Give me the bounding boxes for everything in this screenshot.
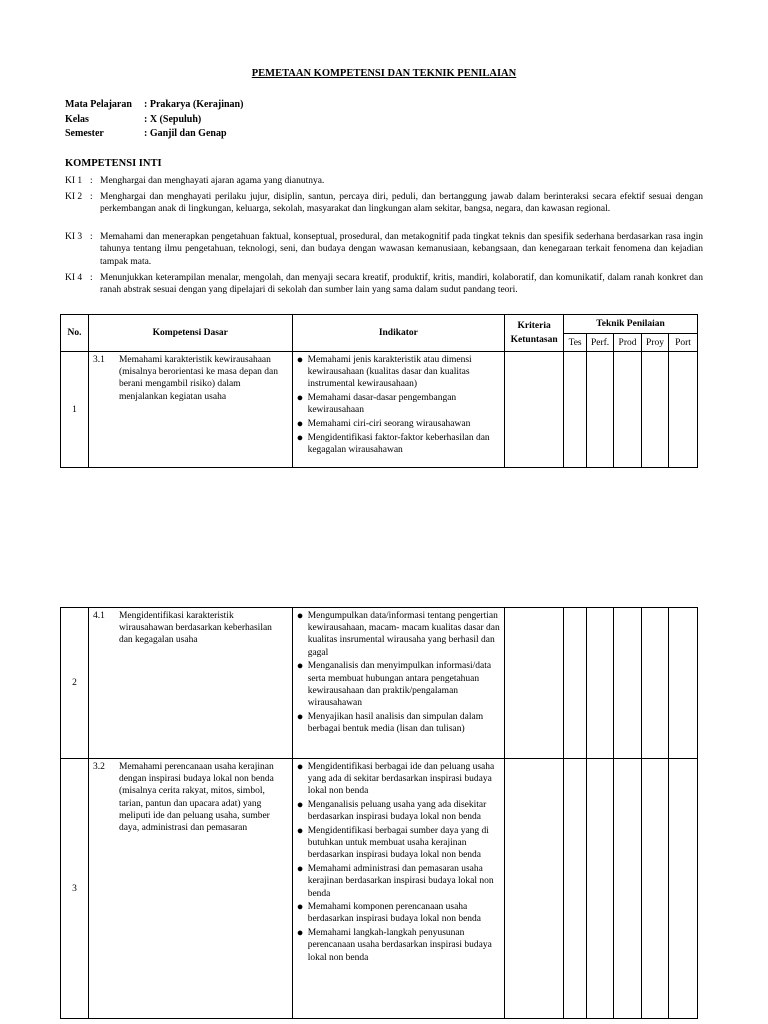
list-item: ● Mengidentifikasi berbagai sumber daya yang di butuhkan untuk membuat usaha kerajinan berdasarkan inspirasi budaya lokal non benda <box>296 825 489 861</box>
document-title: PEMETAAN KOMPETENSI DAN TEKNIK PENILAIAN <box>251 68 517 79</box>
bullet-icon: ● <box>296 660 304 673</box>
ki-item-3: KI 3 : Memahami dan menerapkan pengetahuan faktual, konseptual, prosedural, dan metakognitif pada tingkat teknis dan spesifik sederhana berdasarkan rasa ingin tahunya tentang ilmu pengetahuan, teknologi, seni, dan budaya dengan wawasan kemanusiaan, kebangsaan, dan kenegaraan terkait fenomena dan kejadian tampak mata. <box>65 232 703 267</box>
header-no: No. <box>61 315 89 352</box>
bullet-icon: ● <box>296 825 304 838</box>
table-row <box>61 352 698 468</box>
list-item: ● Memahami dasar-dasar pengembangan kewirausahaan <box>296 392 457 416</box>
kd-number: 3.1 <box>92 355 105 365</box>
kd-cell <box>88 352 292 468</box>
ki-code: KI 3 <box>65 232 83 242</box>
ki-item-2: KI 2 : Menghargai dan menghayati perilaku jujur, disiplin, santun, percaya diri, peduli, dan bertanggung jawab dalam berinteraksi secara efektif sesuai dengan perkembangan anak di lingkungan, keluarga, sekolah, masyarakat dan lingkungan alam sekitar, bangsa, negara, dan kawasan regional. <box>65 192 703 215</box>
meta-row-class <box>65 113 243 128</box>
indikator-cell <box>292 352 505 468</box>
kd-text: Memahami karakteristik kewirausahaan (misalnya berorientasi ke masa depan dan berani mengambil risiko) dalam menjalankan kegiatan usaha <box>118 355 279 402</box>
row-number: 2 <box>61 608 89 759</box>
prod-cell[interactable] <box>614 608 642 759</box>
port-cell[interactable] <box>668 352 697 468</box>
kd-cell <box>88 759 292 1019</box>
kriteria-cell[interactable] <box>505 352 564 468</box>
header-tes: Tes <box>564 334 587 352</box>
bullet-icon: ● <box>296 761 304 773</box>
ki-item-1: KI 1 : Menghargai dan menghayati ajaran agama yang dianutnya. <box>65 175 703 187</box>
list-item: ● Memahami komponen perencanaan usaha berdasarkan inspirasi budaya lokal non benda <box>296 901 482 925</box>
bullet-icon: ● <box>296 431 304 444</box>
list-item: ● Memahami ciri-ciri seorang wirausahawan <box>296 418 471 431</box>
proy-cell[interactable] <box>642 608 669 759</box>
meta-label: Semester <box>65 128 104 139</box>
port-cell[interactable] <box>669 608 698 759</box>
header-port: Port <box>668 334 697 352</box>
meta-row-semester <box>65 127 243 142</box>
list-item: ● Memahami administrasi dan pemasaran usaha kerajinan berdasarkan inspirasi budaya lokal non benda <box>296 863 494 899</box>
perf-cell[interactable] <box>587 759 614 1019</box>
kriteria-cell[interactable] <box>505 759 564 1019</box>
indikator-cell <box>292 608 505 759</box>
kriteria-cell[interactable] <box>505 608 564 759</box>
perf-cell[interactable] <box>587 608 614 759</box>
meta-label: Mata Pelajaran <box>65 99 132 110</box>
prod-cell[interactable] <box>614 759 642 1019</box>
proy-cell[interactable] <box>642 759 669 1019</box>
meta-value: : X (Sepuluh) <box>144 113 202 125</box>
ki-text: Menunjukkan keterampilan menalar, mengolah, dan menyaji secara kreatif, produktif, kritis, mandiri, kolaboratif, dan komunikatif, dalam ranah konkret dan ranah abstrak sesuai dengan yang dipelajari di sekolah dan sumber lain yang sama dalam sudut pandang teori. <box>100 273 703 296</box>
header-kriteria-line2: Ketuntasan <box>510 335 558 345</box>
kd-text: Mengidentifikasi karakteristik wirausahawan berdasarkan keberhasilan dan kegagalan usaha <box>118 611 272 646</box>
perf-cell[interactable] <box>587 352 614 468</box>
header-indikator: Indikator <box>292 315 505 352</box>
kd-text: Memahami perencanaan usaha kerajinan dengan inspirasi budaya lokal non benda (misalnya cerita rakyat, mitos, simbol, tarian, pantun dan upacara adat) yang meliputi ide dan peluang usaha, sumber daya, administrasi dan pemasaran <box>118 762 274 834</box>
bullet-icon: ● <box>296 710 304 723</box>
kd-number: 3.2 <box>92 762 105 772</box>
list-item: ● Mengidentifikasi berbagai ide dan peluang usaha yang ada di sekitar berdasarkan inspirasi budaya lokal non benda <box>296 761 495 797</box>
bullet-icon: ● <box>296 799 304 812</box>
row-number: 3 <box>61 759 89 1019</box>
header-proy: Proy <box>642 334 669 352</box>
indikator-cell <box>292 759 505 1019</box>
bullet-icon: ● <box>296 418 304 431</box>
list-item: ● Mengidentifikasi faktor-faktor keberhasilan dan kegagalan wirausahawan <box>296 431 490 455</box>
ki-code: KI 2 <box>65 192 83 202</box>
ki-item-4: KI 4 : Menunjukkan keterampilan menalar, mengolah, dan menyaji secara kreatif, produktif, kritis, mandiri, kolaboratif, dan komunikatif, dalam ranah konkret dan ranah abstrak sesuai dengan yang dipelajari di sekolah dan sumber lain yang sama dalam sudut pandang teori. <box>65 273 703 296</box>
kd-cell <box>88 608 292 759</box>
table-row <box>61 759 698 1019</box>
ki-code: KI 1 <box>65 176 83 186</box>
list-item: ● Menganalisis dan menyimpulkan informasi/data serta membuat hubungan antara pengetahuan kewirausahaan dan praktik/pengalaman wirausahawan <box>296 660 492 708</box>
header-teknik-penilaian: Teknik Penilaian <box>564 315 698 334</box>
list-item: ● Menganalisis peluang usaha yang ada disekitar berdasarkan inspirasi budaya lokal non benda <box>296 799 487 823</box>
ki-code: KI 4 <box>65 273 83 283</box>
table-row <box>61 608 698 759</box>
header-kompetensi-dasar: Kompetensi Dasar <box>88 315 292 352</box>
list-item: ● Menyajikan hasil analisis dan simpulan dalam berbagai bentuk media (lisan dan tulisan) <box>296 710 484 734</box>
ki-text: Menghargai dan menghayati perilaku jujur, disiplin, santun, percaya diri, peduli, dan bertanggung jawab dalam berinteraksi secara efektif sesuai dengan perkembangan anak di lingkungan, keluarga, sekolah, masyarakat dan lingkungan alam sekitar, bangsa, negara, dan kawasan regional. <box>100 192 703 215</box>
tes-cell[interactable] <box>564 608 587 759</box>
competency-table-1 <box>60 314 698 468</box>
prod-cell[interactable] <box>614 352 642 468</box>
bullet-icon: ● <box>296 354 304 366</box>
bullet-icon: ● <box>296 610 304 622</box>
tes-cell[interactable] <box>564 352 587 468</box>
header-prod: Prod <box>614 334 642 352</box>
competency-table-2 <box>60 607 698 1019</box>
bullet-icon: ● <box>296 863 304 876</box>
list-item: ● Mengumpulkan data/informasi tentang pengertian kewirausahaan, macam- macam kualitas dasar dan kualitas insrumental wirausaha yang berhasil dan gagal <box>296 610 500 658</box>
tes-cell[interactable] <box>564 759 587 1019</box>
meta-value: : Prakarya (Kerajinan) <box>144 99 244 110</box>
list-item: ● Memahami langkah-langkah penyusunan perencanaan usaha berdasarkan inspirasi budaya lokal non benda <box>296 927 492 963</box>
header-perf: Perf. <box>587 334 614 352</box>
meta-label: Kelas <box>65 113 89 125</box>
proy-cell[interactable] <box>642 352 669 468</box>
kd-number: 4.1 <box>92 611 105 621</box>
header-kriteria <box>505 315 564 352</box>
ki-text: Memahami dan menerapkan pengetahuan faktual, konseptual, prosedural, dan metakognitif pada tingkat teknis dan spesifik sederhana berdasarkan rasa ingin tahunya tentang ilmu pengetahuan, teknologi, seni, dan budaya dengan wawasan kemanusiaan, kebangsaan, dan kenegaraan terkait fenomena dan kejadian tampak mata. <box>100 232 703 267</box>
meta-row-subject <box>65 98 243 113</box>
header-kriteria-line1: Kriteria <box>517 321 551 331</box>
list-item: ● Memahami jenis karakteristik atau dimensi kewirausahaan (kualitas dasar dan kualitas instrumental kewirausahaan) <box>296 354 472 390</box>
bullet-icon: ● <box>296 927 304 940</box>
ki-heading: KOMPETENSI INTI <box>65 158 162 169</box>
bullet-icon: ● <box>296 392 304 405</box>
meta-value: : Ganjil dan Genap <box>144 128 227 139</box>
port-cell[interactable] <box>669 759 698 1019</box>
meta-block <box>65 98 243 142</box>
bullet-icon: ● <box>296 901 304 914</box>
row-number: 1 <box>61 352 89 468</box>
ki-text: Menghargai dan menghayati ajaran agama yang dianutnya. <box>100 176 325 186</box>
